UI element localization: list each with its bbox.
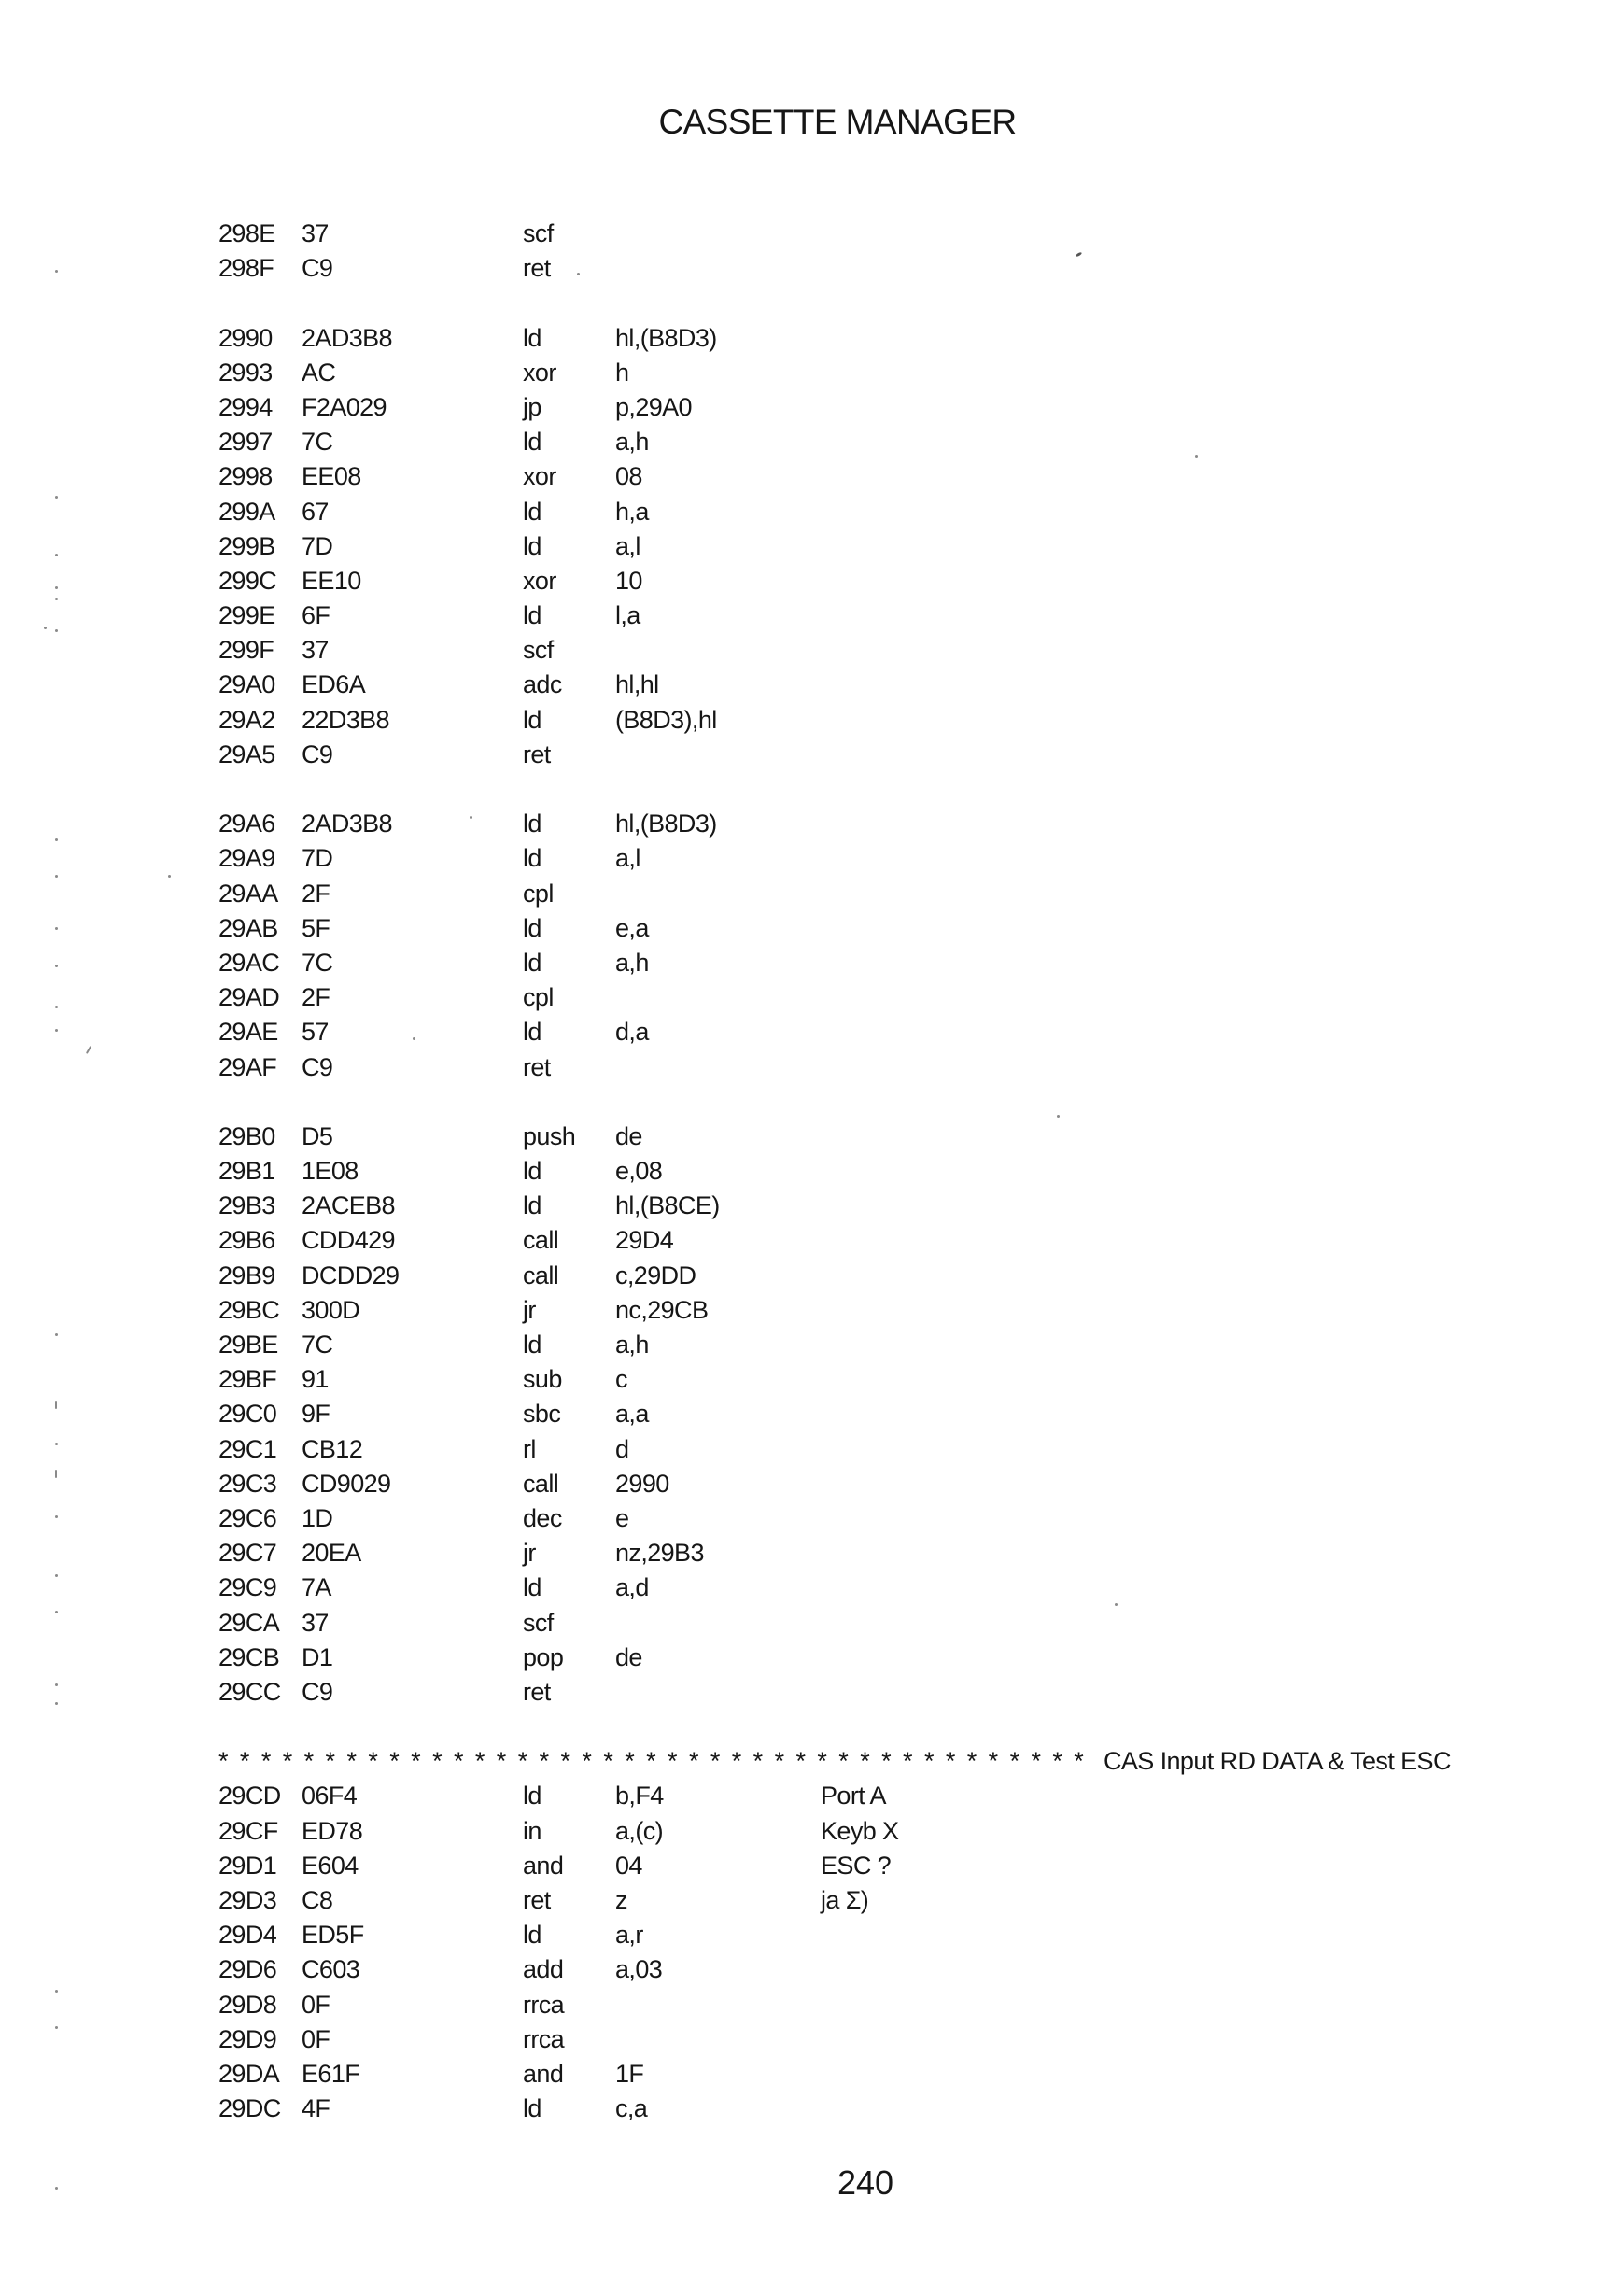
address-cell: 2990 [218, 323, 273, 352]
mnemonic-cell: add [523, 1955, 564, 1984]
mnemonic-cell: call [523, 1469, 559, 1498]
scan-speck [55, 598, 58, 600]
mnemonic-cell: xor [523, 462, 556, 491]
opcode-bytes-cell: 67 [302, 497, 329, 526]
opcode-bytes-cell: 300D [302, 1295, 360, 1324]
listing-row [218, 2092, 1563, 2126]
mnemonic-cell: scf [523, 1608, 554, 1637]
opcode-bytes-cell: 5F [302, 913, 330, 942]
address-cell: 29A6 [218, 810, 275, 838]
mnemonic-cell: jr [523, 1539, 536, 1568]
mnemonic-cell: in [523, 1816, 541, 1845]
listing-row [218, 1641, 1563, 1675]
address-cell: 29D8 [218, 1990, 277, 2019]
listing-row [218, 459, 1563, 494]
mnemonic-cell: ld [523, 428, 541, 457]
listing-row [218, 1883, 1563, 1918]
listing-row [218, 599, 1563, 633]
mnemonic-cell: cpl [523, 983, 554, 1012]
mnemonic-cell: pop [523, 1642, 564, 1671]
address-cell: 29D9 [218, 2024, 277, 2053]
operand-cell: c,29DD [615, 1261, 696, 1289]
mnemonic-cell: ret [523, 254, 551, 283]
scan-speck [470, 816, 472, 819]
address-cell: 29AC [218, 948, 280, 977]
listing-row [218, 1397, 1563, 1431]
listing-row [218, 1571, 1563, 1605]
operand-cell: h [615, 358, 629, 387]
listing-row [218, 217, 1563, 251]
operand-cell: a,a [615, 1400, 649, 1429]
listing-row [218, 1988, 1563, 2022]
comment-cell: Port A [821, 1782, 886, 1810]
opcode-bytes-cell: 1D [302, 1503, 333, 1532]
listing-section [218, 1120, 1563, 1710]
listing-row [218, 1259, 1563, 1293]
page-title: CASSETTE MANAGER [658, 103, 1017, 141]
mnemonic-cell: scf [523, 219, 554, 247]
address-cell: 29C3 [218, 1469, 277, 1498]
listing-row [218, 633, 1563, 668]
mnemonic-cell: ld [523, 844, 541, 873]
mnemonic-cell: scf [523, 636, 554, 665]
operand-cell: a,l [615, 531, 640, 560]
opcode-bytes-cell: CDD429 [302, 1226, 395, 1255]
opcode-bytes-cell: AC [302, 358, 336, 387]
listing-row [218, 1015, 1563, 1049]
opcode-bytes-cell: 2F [302, 983, 330, 1012]
mnemonic-cell: rrca [523, 2024, 565, 2053]
scan-speck [577, 273, 580, 275]
listing-row [218, 1779, 1563, 1813]
listing-row [218, 946, 1563, 980]
scan-speck [1115, 1603, 1118, 1606]
mnemonic-cell: call [523, 1261, 559, 1289]
listing-row [218, 1501, 1563, 1536]
operand-cell: b,F4 [615, 1782, 664, 1810]
mnemonic-cell: ld [523, 323, 541, 352]
mnemonic-cell: ld [523, 1157, 541, 1186]
scan-speck [55, 1333, 58, 1336]
operand-cell: 08 [615, 462, 642, 491]
address-cell: 29B6 [218, 1226, 275, 1255]
address-cell: 2998 [218, 462, 273, 491]
operand-cell: hl,(B8D3) [615, 323, 717, 352]
scan-speck [86, 1046, 91, 1054]
opcode-bytes-cell: 37 [302, 636, 329, 665]
opcode-bytes-cell: CD9029 [302, 1469, 391, 1498]
opcode-bytes-cell: C9 [302, 740, 333, 768]
opcode-bytes-cell: 57 [302, 1018, 329, 1047]
address-cell: 29CD [218, 1782, 281, 1810]
mnemonic-cell: rl [523, 1434, 536, 1463]
opcode-bytes-cell: 2ACEB8 [302, 1191, 395, 1220]
mnemonic-cell: jr [523, 1295, 536, 1324]
scan-speck [1057, 1115, 1060, 1118]
operand-cell: 2990 [615, 1469, 669, 1498]
address-cell: 2993 [218, 358, 273, 387]
scan-speck [55, 554, 58, 556]
listing-row [218, 911, 1563, 946]
opcode-bytes-cell: C603 [302, 1955, 360, 1984]
opcode-bytes-cell: C9 [302, 254, 333, 283]
scan-speck [55, 875, 58, 878]
address-cell: 29A5 [218, 740, 275, 768]
opcode-bytes-cell: EE08 [302, 462, 361, 491]
opcode-bytes-cell: 91 [302, 1365, 329, 1394]
scan-speck [44, 627, 47, 629]
address-cell: 298E [218, 219, 275, 247]
address-cell: 298F [218, 254, 274, 283]
listing-row [218, 1223, 1563, 1258]
listing-row [218, 1189, 1563, 1223]
operand-cell: a,l [615, 844, 640, 873]
scan-speck [55, 927, 58, 930]
mnemonic-cell: adc [523, 670, 562, 699]
operand-cell: e,a [615, 913, 649, 942]
listing-row [218, 877, 1563, 911]
listing-row [218, 841, 1563, 876]
address-cell: 299F [218, 636, 274, 665]
listing-row [218, 564, 1563, 599]
operand-cell: (B8D3),hl [615, 705, 717, 734]
mnemonic-cell: call [523, 1226, 559, 1255]
mnemonic-cell: push [523, 1121, 576, 1150]
operand-cell: a,03 [615, 1955, 663, 1984]
scan-speck [55, 1702, 58, 1705]
address-cell: 29A9 [218, 844, 275, 873]
address-cell: 29C6 [218, 1503, 277, 1532]
opcode-bytes-cell: 6F [302, 601, 330, 630]
address-cell: 29A0 [218, 670, 275, 699]
address-cell: 29AF [218, 1052, 277, 1081]
mnemonic-cell: xor [523, 566, 556, 595]
opcode-bytes-cell: 0F [302, 1990, 330, 2019]
opcode-bytes-cell: 37 [302, 219, 329, 247]
opcode-bytes-cell: 2AD3B8 [302, 323, 392, 352]
listing-row [218, 495, 1563, 529]
mnemonic-cell: ld [523, 497, 541, 526]
opcode-bytes-cell: D5 [302, 1121, 333, 1150]
opcode-bytes-cell: DCDD29 [302, 1261, 400, 1289]
mnemonic-cell: ld [523, 1191, 541, 1220]
mnemonic-cell: ret [523, 1052, 551, 1081]
mnemonic-cell: ld [523, 948, 541, 977]
listing-row [218, 251, 1563, 286]
listing-row [218, 356, 1563, 390]
opcode-bytes-cell: 7D [302, 531, 333, 560]
mnemonic-cell: ld [523, 810, 541, 838]
listing-row [218, 1154, 1563, 1189]
address-cell: 29B3 [218, 1191, 275, 1220]
listing-row [218, 2057, 1563, 2092]
operand-cell: a,d [615, 1573, 649, 1602]
address-cell: 2994 [218, 392, 273, 421]
mnemonic-cell: ret [523, 1677, 551, 1706]
address-cell: 29B1 [218, 1157, 275, 1186]
banner-asterisks: ***************************************** [218, 1747, 1096, 1776]
mnemonic-cell: jp [523, 392, 541, 421]
address-cell: 29AB [218, 913, 278, 942]
address-cell: 29AD [218, 983, 280, 1012]
operand-cell: c [615, 1365, 627, 1394]
listing-row [218, 668, 1563, 702]
listing-row [218, 703, 1563, 738]
opcode-bytes-cell: 7D [302, 844, 333, 873]
address-cell: 29A2 [218, 705, 275, 734]
listing-row [218, 1362, 1563, 1397]
address-cell: 29BE [218, 1331, 278, 1359]
operand-cell: nc,29CB [615, 1295, 709, 1324]
address-cell: 299B [218, 531, 275, 560]
listing-section [218, 217, 1563, 286]
listing-row [218, 2022, 1563, 2057]
opcode-bytes-cell: ED78 [302, 1816, 363, 1845]
address-cell: 29AE [218, 1018, 278, 1047]
address-cell: 29C7 [218, 1539, 277, 1568]
scan-speck [55, 1401, 57, 1409]
mnemonic-cell: ld [523, 1331, 541, 1359]
operand-cell: e [615, 1503, 629, 1532]
operand-cell: de [615, 1642, 642, 1671]
opcode-bytes-cell: EE10 [302, 566, 361, 595]
operand-cell: a,r [615, 1921, 643, 1950]
scan-speck [55, 496, 58, 499]
scan-speck [55, 1611, 58, 1613]
listing-row [218, 1675, 1563, 1710]
address-cell: 29AA [218, 879, 278, 908]
operand-cell: h,a [615, 497, 649, 526]
opcode-bytes-cell: ED6A [302, 670, 366, 699]
mnemonic-cell: ld [523, 601, 541, 630]
scan-speck [55, 2187, 58, 2190]
operand-cell: de [615, 1121, 642, 1150]
listing-row [218, 1050, 1563, 1085]
mnemonic-cell: rrca [523, 1990, 565, 2019]
address-cell: 29C1 [218, 1434, 277, 1463]
opcode-bytes-cell: ED5F [302, 1921, 364, 1950]
scan-speck [1195, 455, 1198, 458]
operand-cell: 10 [615, 566, 642, 595]
mnemonic-cell: ret [523, 740, 551, 768]
address-cell: 29D4 [218, 1921, 277, 1950]
opcode-bytes-cell: 7A [302, 1573, 331, 1602]
listing-row [218, 1606, 1563, 1641]
address-cell: 29D3 [218, 1886, 277, 1914]
mnemonic-cell: ld [523, 913, 541, 942]
mnemonic-cell: ld [523, 531, 541, 560]
operand-cell: 04 [615, 1851, 642, 1880]
address-cell: 29B9 [218, 1261, 275, 1289]
opcode-bytes-cell: D1 [302, 1642, 333, 1671]
opcode-bytes-cell: 2AD3B8 [302, 810, 392, 838]
listing-row [218, 1814, 1563, 1849]
opcode-bytes-cell: 4F [302, 2094, 330, 2123]
scan-speck [55, 629, 58, 632]
listing-row [218, 321, 1563, 356]
listing-row [218, 1293, 1563, 1328]
operand-cell: a,(c) [615, 1816, 664, 1845]
listing-row [218, 425, 1563, 459]
scan-speck [55, 1683, 58, 1686]
scan-speck [55, 1515, 58, 1518]
opcode-bytes-cell: 06F4 [302, 1782, 358, 1810]
scan-speck [55, 2026, 58, 2029]
address-cell: 29BC [218, 1295, 280, 1324]
opcode-bytes-cell: 20EA [302, 1539, 361, 1568]
scan-speck [55, 1990, 58, 1993]
operand-cell: nz,29B3 [615, 1539, 704, 1568]
address-cell: 299C [218, 566, 277, 595]
address-cell: 2997 [218, 428, 273, 457]
operand-cell: a,h [615, 428, 649, 457]
opcode-bytes-cell: C9 [302, 1052, 333, 1081]
operand-cell: hl,(B8CE) [615, 1191, 720, 1220]
mnemonic-cell: ld [523, 1573, 541, 1602]
opcode-bytes-cell: C8 [302, 1886, 333, 1914]
address-cell: 29BF [218, 1365, 277, 1394]
mnemonic-cell: sub [523, 1365, 562, 1394]
listing-section [218, 807, 1563, 1085]
address-cell: 29CF [218, 1816, 278, 1845]
opcode-bytes-cell: 7C [302, 428, 333, 457]
address-cell: 29D1 [218, 1851, 277, 1880]
listing-row [218, 1120, 1563, 1154]
mnemonic-cell: ret [523, 1886, 551, 1914]
mnemonic-cell: ld [523, 705, 541, 734]
listing-row [218, 390, 1563, 425]
mnemonic-cell: ld [523, 1921, 541, 1950]
mnemonic-cell: dec [523, 1503, 562, 1532]
operand-cell: a,h [615, 948, 649, 977]
opcode-bytes-cell: 22D3B8 [302, 705, 389, 734]
listing-row [218, 980, 1563, 1015]
operand-cell: c,a [615, 2094, 648, 2123]
listing-row [218, 1849, 1563, 1883]
mnemonic-cell: xor [523, 358, 556, 387]
scan-speck [55, 586, 58, 589]
scan-speck [55, 1470, 57, 1478]
section-banner-row [218, 1744, 1563, 1779]
listing-row [218, 529, 1563, 564]
listing-section [218, 321, 1563, 772]
listing-row [218, 1467, 1563, 1501]
operand-cell: 1F [615, 2059, 644, 2088]
operand-cell: d,a [615, 1018, 649, 1047]
address-cell: 29C0 [218, 1400, 277, 1429]
operand-cell: l,a [615, 601, 640, 630]
operand-cell: p,29A0 [615, 392, 692, 421]
address-cell: 29DC [218, 2094, 281, 2123]
opcode-bytes-cell: CB12 [302, 1434, 363, 1463]
comment-cell: ja Σ) [821, 1886, 869, 1914]
address-cell: 29CA [218, 1608, 280, 1637]
opcode-bytes-cell: F2A029 [302, 392, 387, 421]
scan-speck [55, 1006, 58, 1008]
listing-row [218, 1536, 1563, 1571]
mnemonic-cell: cpl [523, 879, 554, 908]
page-number: 240 [837, 2163, 894, 2202]
comment-cell: ESC ? [821, 1851, 892, 1880]
scan-speck [55, 965, 58, 967]
address-cell: 29C9 [218, 1573, 277, 1602]
scan-speck [55, 838, 58, 841]
disassembly-listing [218, 217, 1563, 2126]
listing-row [218, 1918, 1563, 1952]
address-cell: 299A [218, 497, 275, 526]
listing-row [218, 1328, 1563, 1362]
listing-section [218, 1744, 1563, 2126]
opcode-bytes-cell: 2F [302, 879, 330, 908]
scan-speck [55, 1443, 58, 1445]
address-cell: 29CB [218, 1642, 280, 1671]
address-cell: 29D6 [218, 1955, 277, 1984]
scan-speck [55, 1029, 58, 1032]
mnemonic-cell: ld [523, 1782, 541, 1810]
opcode-bytes-cell: 7C [302, 948, 333, 977]
mnemonic-cell: and [523, 2059, 564, 2088]
operand-cell: hl,hl [615, 670, 659, 699]
mnemonic-cell: sbc [523, 1400, 561, 1429]
banner-title: CAS Input RD DATA & Test ESC [1104, 1747, 1451, 1776]
listing-row [218, 1952, 1563, 1987]
comment-cell: Keyb X [821, 1816, 899, 1845]
mnemonic-cell: and [523, 1851, 564, 1880]
operand-cell: a,h [615, 1331, 649, 1359]
listing-row [218, 738, 1563, 772]
address-cell: 299E [218, 601, 275, 630]
operand-cell: z [615, 1886, 627, 1914]
opcode-bytes-cell: C9 [302, 1677, 333, 1706]
scan-speck [168, 875, 171, 878]
opcode-bytes-cell: 1E08 [302, 1157, 359, 1186]
operand-cell: hl,(B8D3) [615, 810, 717, 838]
opcode-bytes-cell: 0F [302, 2024, 330, 2053]
operand-cell: d [615, 1434, 629, 1463]
opcode-bytes-cell: E604 [302, 1851, 359, 1880]
scan-speck [55, 270, 58, 273]
address-cell: 29CC [218, 1677, 281, 1706]
listing-row [218, 1432, 1563, 1467]
operand-cell: 29D4 [615, 1226, 674, 1255]
opcode-bytes-cell: 37 [302, 1608, 329, 1637]
listing-row [218, 807, 1563, 841]
scan-speck [55, 1574, 58, 1577]
scan-speck [413, 1037, 415, 1040]
operand-cell: e,08 [615, 1157, 663, 1186]
address-cell: 29B0 [218, 1121, 275, 1150]
address-cell: 29DA [218, 2059, 280, 2088]
opcode-bytes-cell: 7C [302, 1331, 333, 1359]
mnemonic-cell: ld [523, 1018, 541, 1047]
opcode-bytes-cell: E61F [302, 2059, 360, 2088]
opcode-bytes-cell: 9F [302, 1400, 330, 1429]
mnemonic-cell: ld [523, 2094, 541, 2123]
